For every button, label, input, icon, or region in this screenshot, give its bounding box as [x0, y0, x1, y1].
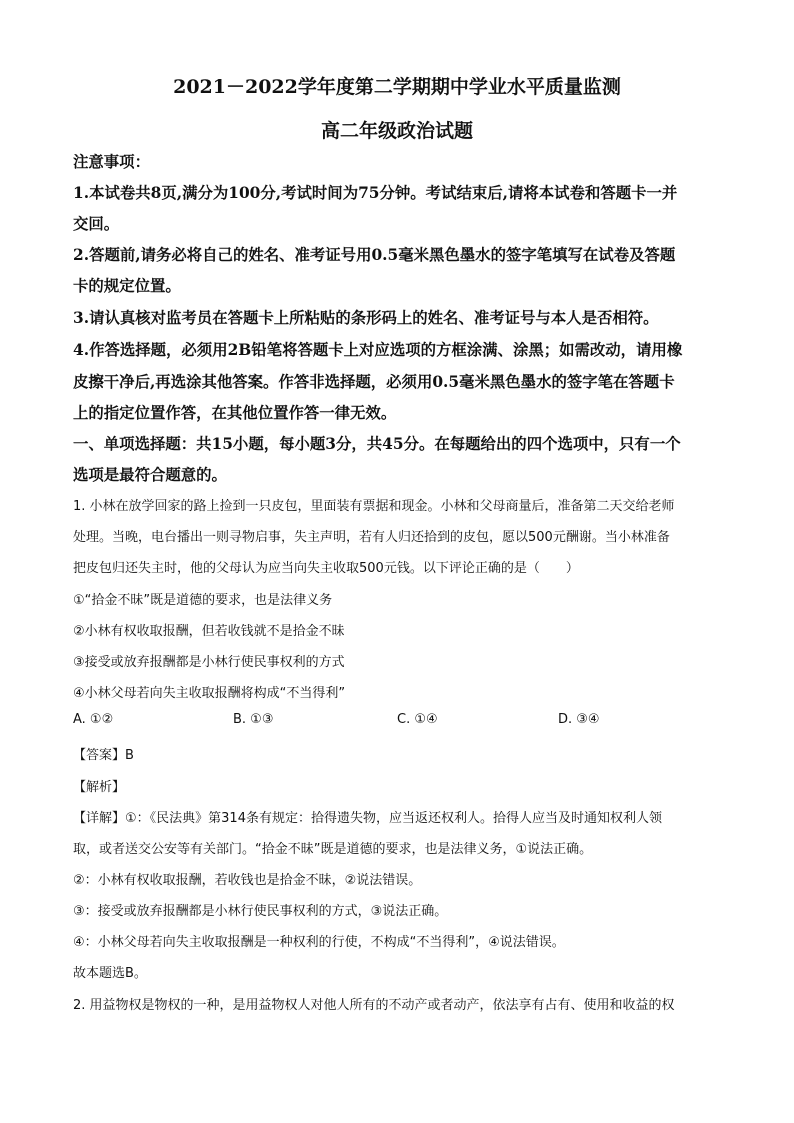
analysis-text: ③：接受或放弃报酬都是小林行使民事权利的方式，③说法正确。 [73, 904, 448, 919]
option-a: A. ①② [73, 712, 114, 727]
notice-line: 2.答题前,请务必将自己的姓名、准考证号用0.5毫米黑色墨水的签字笔填写在试卷及答题 [73, 246, 676, 264]
statement: ②小林有权收取报酬，但若收钱就不是拾金不昧 [73, 624, 345, 639]
analysis-label: 【解析】 [73, 780, 126, 795]
statement: ④小林父母若向失主收取报酬将构成“不当得利” [73, 686, 346, 701]
notice-line: 上的指定位置作答，在其他位置作答一律无效。 [73, 404, 397, 422]
analysis-text: 故本题选B。 [73, 966, 147, 981]
analysis-text: 【详解】①：《民法典》第314条有规定：拾得遗失物，应当返还权利人。拾得人应当及时通知权利人领 [73, 811, 662, 826]
analysis-text: ②：小林有权收取报酬，若收钱也是拾金不昧，②说法错误。 [73, 873, 422, 888]
question-text: 1. 小林在放学回家的路上捡到一只皮包，里面装有票据和现金。小林和父母商量后，准备第二天交给老师 [73, 499, 675, 514]
question-text: 把皮包归还失主时，他的父母认为应当向失主收取500元钱。以下评论正确的是（ ） [73, 561, 579, 576]
option-b: B. ①③ [233, 712, 274, 727]
page-title: 2021－2022学年度第二学期期中学业水平质量监测 [173, 76, 621, 98]
page-subtitle: 高二年级政治试题 [320, 120, 473, 142]
notice-heading: 注意事项： [73, 153, 150, 171]
option-d: D. ③④ [558, 712, 600, 727]
statement: ③接受或放弃报酬都是小林行使民事权利的方式 [73, 655, 345, 670]
notice-line: 1.本试卷共8页,满分为100分,考试时间为75分钟。考试结束后,请将本试卷和答题卡一并 [73, 184, 678, 202]
option-c: C. ①④ [397, 712, 438, 727]
notice-line: 4.作答选择题，必须用2B铅笔将答题卡上对应选项的方框涂满、涂黑；如需改动，请用橡 [73, 341, 683, 359]
notice-line: 卡的规定位置。 [73, 277, 181, 295]
notice-line: 交回。 [73, 215, 120, 233]
notice-line: 皮擦干净后,再选涂其他答案。作答非选择题，必须用0.5毫米黑色墨水的签字笔在答题卡 [73, 373, 675, 391]
statement: ①“拾金不昧”既是道德的要求，也是法律义务 [73, 593, 333, 608]
section-heading: 选项是最符合题意的。 [73, 466, 227, 484]
section-heading: 一、单项选择题：共15小题，每小题3分，共45分。在每题给出的四个选项中，只有一个 [73, 435, 681, 453]
question-text: 2. 用益物权是物权的一种，是用益物权人对他人所有的不动产或者动产，依法享有占有、使用和收益的权 [73, 998, 675, 1013]
notice-line: 3.请认真核对监考员在答题卡上所粘贴的条形码上的姓名、准考证号与本人是否相符。 [73, 309, 659, 327]
question-text: 处理。当晚，电台播出一则寻物启事，失主声明，若有人归还拾到的皮包，愿以500元酬谢。当小林准备 [73, 530, 670, 545]
analysis-text: ④：小林父母若向失主收取报酬是一种权利的行使，不构成“不当得利”，④说法错误。 [73, 935, 565, 950]
analysis-text: 取，或者送交公安等有关部门。“拾金不昧”既是道德的要求，也是法律义务，①说法正确。 [73, 842, 593, 857]
answer: 【答案】B [73, 748, 134, 763]
